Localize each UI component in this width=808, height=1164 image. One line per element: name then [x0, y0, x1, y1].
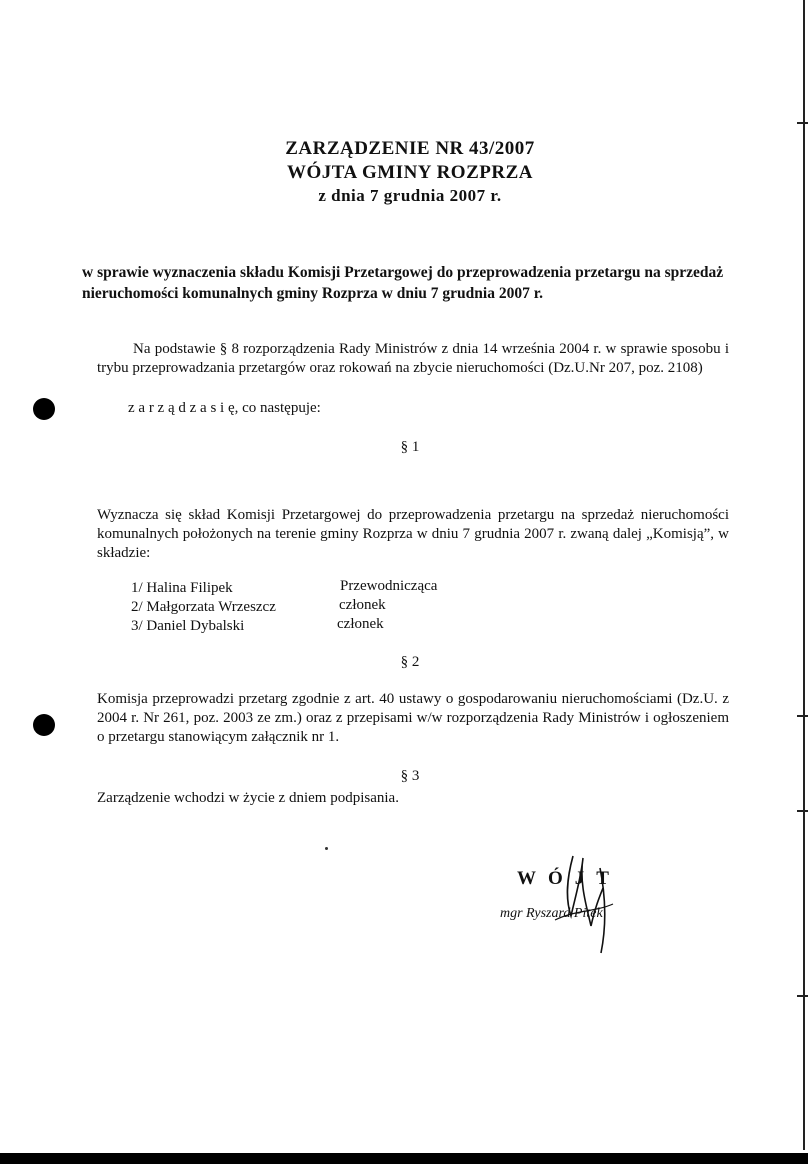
issuer-title: WÓJTA GMINY ROZPRZA: [287, 162, 533, 183]
member-3-role: członek: [337, 616, 384, 632]
section-2-text: Komisja przeprowadzi przetarg zgodnie z art. 40 ustawy o gospodarowaniu nieruchomościami (Dz.U. z 2004 r. Nr 261, poz. 2003 ze zm.) oraz z przepisami w/w rozporządzenia Rady Ministrów i ogłoszeniem o przetargu stanowiącym załącznik nr 1.: [97, 691, 729, 745]
subject-line: w sprawie wyznaczenia składu Komisji Przetargowej do przeprowadzenia przetargu na sprzedaż nieruchomości komunalnych gminy Rozprza w dniu 7 grudnia 2007 r.: [82, 264, 724, 302]
handwritten-signature: [495, 838, 675, 958]
section-3-text: Zarządzenie wchodzi w życie z dniem podpisania.: [97, 790, 399, 806]
signature-office: WÓJT: [517, 868, 621, 889]
member-3-name: 3/ Daniel Dybalski: [131, 618, 245, 634]
section-3-mark: § 3: [400, 768, 420, 784]
scan-edge-right: [803, 0, 805, 1150]
signatory-name: mgr Ryszard Pitek: [500, 906, 603, 921]
scan-edge-mark: [797, 995, 808, 997]
decree-phrase: z a r z ą d z a s i ę, co następuje:: [128, 400, 321, 416]
document-title: ZARZĄDZENIE NR 43/2007: [285, 138, 535, 159]
punch-hole: [33, 714, 55, 736]
scan-edge-mark: [797, 715, 808, 717]
member-1-role: Przewodnicząca: [340, 578, 438, 594]
scan-edge-bottom: [0, 1153, 808, 1164]
signature-block: [495, 838, 675, 958]
punch-hole: [33, 398, 55, 420]
member-2-role: członek: [339, 597, 386, 613]
document-date: z dnia 7 grudnia 2007 r.: [318, 186, 502, 205]
stray-dot: [325, 847, 328, 850]
legal-basis: Na podstawie § 8 rozporządzenia Rady Ministrów z dnia 14 września 2004 r. w sprawie sposobu i trybu przeprowadzania przetargów oraz rokowań na zbycie nieruchomości (Dz.U.Nr 207, poz. 2108): [97, 341, 729, 376]
section-1-mark: § 1: [400, 439, 420, 455]
section-1-text: Wyznacza się skład Komisji Przetargowej do przeprowadzenia przetargu na sprzedaż nieruchomości komunalnych położonych na terenie gminy Rozprza w dniu 7 grudnia 2007 r. zwaną dalej „Komisją”, w składzie:: [97, 507, 729, 561]
scan-edge-mark: [797, 122, 808, 124]
member-2-name: 2/ Małgorzata Wrzeszcz: [131, 599, 276, 615]
member-1-name: 1/ Halina Filipek: [131, 580, 233, 596]
section-2-mark: § 2: [400, 654, 420, 670]
scan-edge-mark: [797, 810, 808, 812]
